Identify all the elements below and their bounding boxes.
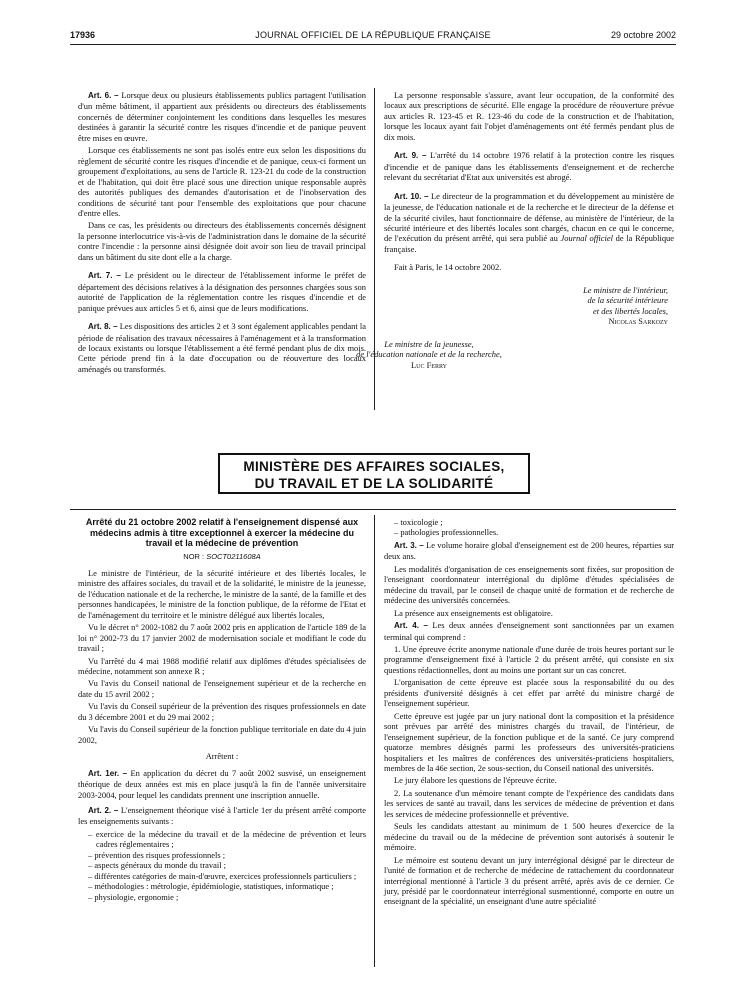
art4-para6: 2. La soutenance d'un mémoire tenant compte de l'expérience des candidats dans les services de santé au travail, dans les services de médecine de prévention et dans les services de médecine professionnelle et préventive.: [384, 787, 674, 819]
list-item: – exercice de la médecine du travail et de la médecine de prévention et leurs cadres réglementaires ;: [78, 829, 366, 850]
ministry-line1: MINISTÈRE DES AFFAIRES SOCIALES,: [243, 459, 505, 474]
bottom-right-column: [384, 517, 674, 909]
header-rule: [70, 44, 676, 45]
bottom-left-column: [78, 517, 366, 904]
art3-para2: Les modalités d'organisation de ces enseignements sont fixées, sur proposition de l'enseignant coordonnateur interrégional du diplôme d'études spécialisées de médecine du travail, par le conseil de chaque unité de formation et de recherche de médecine des universités concernées.: [384, 563, 674, 606]
art2-list-continued: [384, 517, 674, 538]
art3-para1: Art. 3. – Le volume horaire global d'enseignement est de 200 heures, réparties sur deux ans.: [384, 539, 675, 562]
signature-interieur: Le ministre de l'intérieur, de la sécurité intérieure et des libertés locales, Nicolas Sarkozy: [583, 284, 668, 327]
art4-para5: Le jury élabore les questions de l'épreuve écrite.: [394, 775, 557, 786]
reopening-para: La personne responsable s'assure, avant leur occupation, de la conformité des locaux aux prescriptions de sécurité. Elle engage la procédure de réouverture prévue aux articles R. 123-45 et R. 123-46 du code de la construction et de l'habitation, lorsque les locaux ayant fait l'objet d'aménagements ont été fermés pendant plus de dix mois.: [384, 90, 674, 142]
vu-2: Vu l'arrêté du 4 mai 1988 modifié relatif aux diplômes d'études spécialisées de médecine, notamment son annexe R ;: [78, 655, 366, 677]
arrete-title: Arrêté du 21 octobre 2002 relatif à l'enseignement dispensé aux médecins admis à titre exceptionnel à exercer la médecine du travail et la médecine de prévention: [85, 517, 359, 548]
top-right-column: [356, 90, 675, 370]
art4-para1: Art. 4. – Les deux années d'enseignement sont sanctionnées par un examen terminal qui comprend :: [384, 620, 675, 642]
art3-para3: La présence aux enseignements est obligatoire.: [394, 607, 553, 618]
bottom-column-divider: [374, 515, 375, 967]
art7-para: Art. 7. – Le président ou le directeur de l'établissement informe le préfet de département des décisions relatives à la désignation des personnes chargées sous son autorité de l'application de la réglementation contre les risques d'incendie et de panique prévues aux articles 5 et 6, ainsi que de leurs modifications.: [78, 270, 366, 313]
ministres-para: Le ministre de l'intérieur, de la sécurité intérieure et des libertés locales, le ministre des affaires sociales, du travail et de la solidarité, le ministre de la jeunesse, de l'éducation nationale et de la recherche, le ministre de la santé, de la famille et des personnes handicapées, le ministre de la fonction publique, de la réforme de l'Etat et de l'aménagement du territoire et le ministre délégué aux libertés locales,: [78, 567, 366, 620]
art4-para4: Cette épreuve est jugée par un jury national dont la composition et la présidence sont prévues par arrêté des ministres chargés du travail, de l'intérieur, de l'enseignement supérieur, de la fonction publique et de la santé. Ce jury comprend quatorze membres désignés parmi les professeurs des universités-praticiens hospitaliers et les maîtres de conférences des universités-praticiens hospitaliers, membres de la 46e section, 2e sous-section, du Conseil national des universités.: [384, 710, 674, 773]
list-item: – prévention des risques professionnels ;: [78, 850, 366, 860]
page-header: [70, 30, 676, 42]
list-item: – différentes catégories de main-d'œuvre, exercices professionnels particuliers ;: [78, 871, 366, 881]
art4-para3: L'organisation de cette épreuve est placée sous la responsabilité du ou des présidents d'université désignés à cet effet par arrêté du ministre chargé de l'enseignement supérieur.: [384, 677, 674, 709]
section-rule: [70, 509, 676, 510]
art4-para7: Seuls les candidats attestant au minimum de 1 500 heures d'exercice de la médecine du travail ou de la médecine de prévention sont autorisés à soutenir le mémoire.: [384, 821, 674, 853]
vu-5: Vu l'avis du Conseil supérieur de la fonction publique territoriale en date du 4 juin 2002,: [78, 724, 366, 745]
fait-a-paris: Fait à Paris, le 14 octobre 2002.: [394, 262, 502, 273]
issue-date: 29 octobre 2002: [610, 30, 676, 40]
art1-para: Art. 1er. – En application du décret du 7 août 2002 susvisé, un enseignement théorique de deux années est mis en place jusqu'à la fin de l'année universitaire 2003-2004, pour lequel les candidats prennent une inscription annuelle.: [78, 767, 366, 800]
signatory-name: Luc Ferry: [411, 359, 447, 370]
art4-para2: 1. Une épreuve écrite anonyme nationale d'une durée de trois heures portant sur le programme d'enseignement fixé à l'article 2 du présent arrêté, qui consiste en six questions rédactionnelles, dont au moins une portant sur un cas concret.: [384, 643, 674, 675]
art2-list: [78, 829, 366, 902]
nor-reference: NOR : SOCT0211608A: [183, 551, 261, 561]
list-item: – pathologies professionnelles.: [384, 527, 674, 537]
signatory-name: Nicolas Sarkozy: [608, 316, 668, 327]
ministry-line2: DU TRAVAIL ET DE LA SOLIDARITÉ: [254, 476, 494, 491]
vu-3: Vu l'avis du Conseil national de l'enseignement supérieur et de la recherche en date du 15 avril 2002 ;: [78, 678, 366, 699]
list-item: – physiologie, ergonomie ;: [78, 892, 366, 902]
vu-1: Vu le décret n° 2002-1082 du 7 août 2002 pris en application de l'article 189 de la loi n° 2002-73 du 17 janvier 2002 de modernisation sociale et modifiant le code du travail ;: [78, 622, 366, 654]
art6-para3: Dans ce cas, les présidents ou directeurs des établissements concernés désignent la personne interlocutrice vis-à-vis de l'administration dans le domaine de la sécurité contre l'incendie : la personne ainsi désignée doit avoir son lieu de travail principal dans un bâtiment du site dont elle a la charge.: [78, 220, 366, 262]
art10-para: Art. 10. – Le directeur de la programmation et du développement au ministère de la jeunesse, de l'éducation nationale et de la recherche et le directeur de la défense et de la sécurité civiles, haut fonctionnaire de défense, au ministère de l'intérieur, de la sécurité intérieure et des libertés locales sont chargés, chacun en ce qui le concerne, de l'exécution du présent arrêté, qui sera publié au Journal officiel de la République française.: [384, 190, 675, 254]
list-item: – méthodologies : métrologie, épidémiologie, statistiques, informatique ;: [78, 881, 366, 891]
art8-para: Art. 8. – Les dispositions des articles 2 et 3 sont également applicables pendant la période de réalisation des travaux nécessaires à l'aménagement et à la transformation de locaux existants ou lorsque l'établissement a été fermé pendant plus de dix mois. Cette période prend fin à la date d'occupation ou de réouverture des locaux aménagés ou transformés.: [78, 321, 367, 374]
art9-para: Art. 9. – L'arrêté du 14 octobre 1976 relatif à la protection contre les risques d'incendie et de panique dans les établissements d'enseignement et de recherche relevant du secrétariat d'Etat aux universités est abrogé.: [384, 150, 674, 183]
arretent: Arrêtent :: [205, 751, 239, 762]
list-item: – aspects généraux du monde du travail ;: [78, 860, 366, 870]
art4-para8: Le mémoire est soutenu devant un jury interrégional désigné par le directeur de l'unité de formation et de recherche de médecine de rattachement du coordonnateur interrégional mentionné à l'article 3 du présent arrêté, après avis de ce dernier. Ce jury, présidé par le coordonnateur interrégional susmentionné, comporte en outre un enseignant de la spécialité, un enseignant d'une autre spécialité: [384, 854, 674, 907]
vu-4: Vu l'avis du Conseil supérieur de la prévention des risques professionnels en date du 3 décembre 2001 et du 29 mai 2002 ;: [78, 701, 366, 722]
art6-para2: Lorsque ces établissements ne sont pas isolés entre eux selon les dispositions du règlement de sécurité contre les risques d'incendie et de panique, ceux-ci forment un groupement d'exploitations, au sens de l'article R. 123-21 du code de la construction et de l'habitation, qui doit être placé sous une direction unique responsable auprès des autorités publiques des demandes d'autorisation et de l'inobservation des conditions de sécurité tant pour l'ensemble des exploitations que pour chacune d'entre elles.: [78, 145, 366, 218]
ministry-heading-box: [218, 453, 530, 494]
journal-title: JOURNAL OFFICIEL DE LA RÉPUBLIQUE FRANÇAISE: [255, 30, 491, 40]
art6-para1: Art. 6. – Lorsque deux ou plusieurs établissements publics partagent l'utilisation d'un même bâtiment, il appartient aux présidents ou directeurs des établissements concernés de déterminer conjointement les conditions dans lesquelles les mesures destinées à garantir la sécurité contre les risques d'incendie et de panique peuvent être mises en œuvre.: [78, 90, 366, 143]
signature-education: Le ministre de la jeunesse, de l'éducation nationale et de la recherche, Luc Ferry: [356, 338, 502, 370]
page-number: 17936: [70, 30, 96, 40]
art2-para: Art. 2. – L'enseignement théorique visé à l'article 1er du présent arrêté comporte les enseignements suivants :: [78, 805, 367, 827]
list-item: – toxicologie ;: [384, 517, 674, 527]
top-left-column: [78, 90, 366, 376]
